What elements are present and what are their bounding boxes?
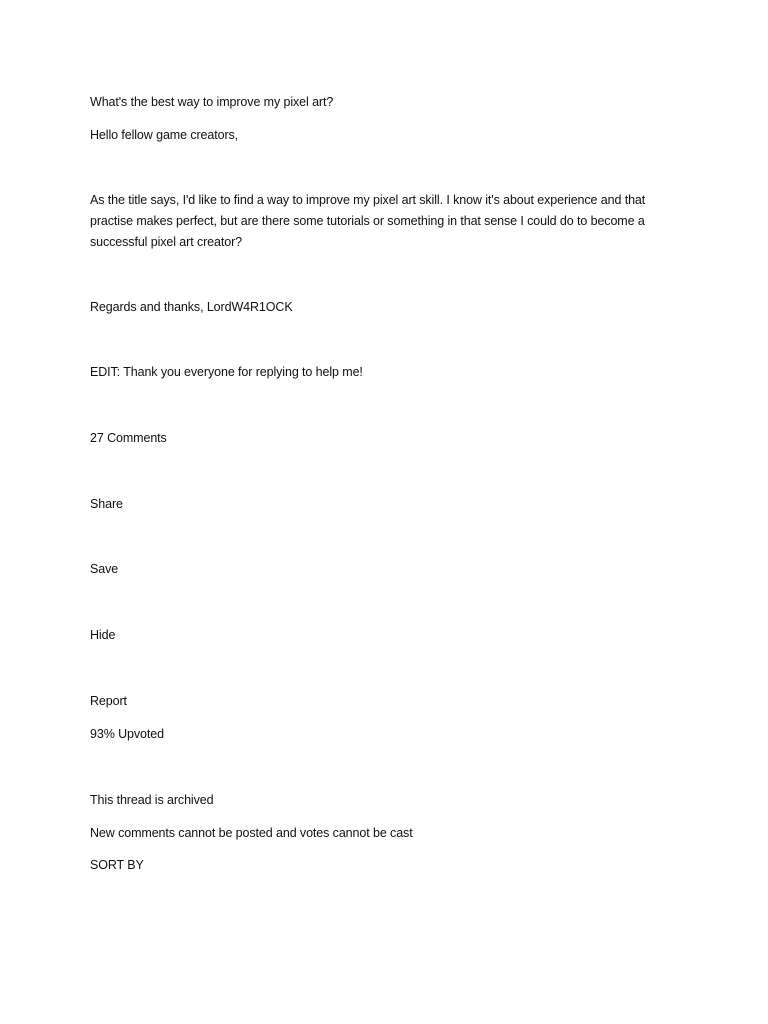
post-body: As the title says, I'd like to find a way to improve my pixel art skill. I know it's about experience and that practise makes perfect, but are there some tutorials or something in that sense I could do to become a successful pixel art creator? [90,193,646,249]
hide-link[interactable]: Hide [90,628,116,642]
comments-link[interactable]: 27 Comments [90,431,167,445]
sort-by-control[interactable]: SORT BY [90,858,144,872]
save-link[interactable]: Save [90,562,119,576]
report-link[interactable]: Report [90,694,127,708]
post-signoff: Regards and thanks, LordW4R1OCK [90,300,293,314]
post-greeting: Hello fellow game creators, [90,128,239,142]
post-title: What's the best way to improve my pixel art? [90,95,334,109]
archive-notice: This thread is archived [90,793,214,807]
share-link[interactable]: Share [90,497,123,511]
archive-detail: New comments cannot be posted and votes cannot be cast [90,826,413,840]
upvote-percentage: 93% Upvoted [90,727,164,741]
post-edit-note: EDIT: Thank you everyone for replying to help me! [90,365,363,379]
